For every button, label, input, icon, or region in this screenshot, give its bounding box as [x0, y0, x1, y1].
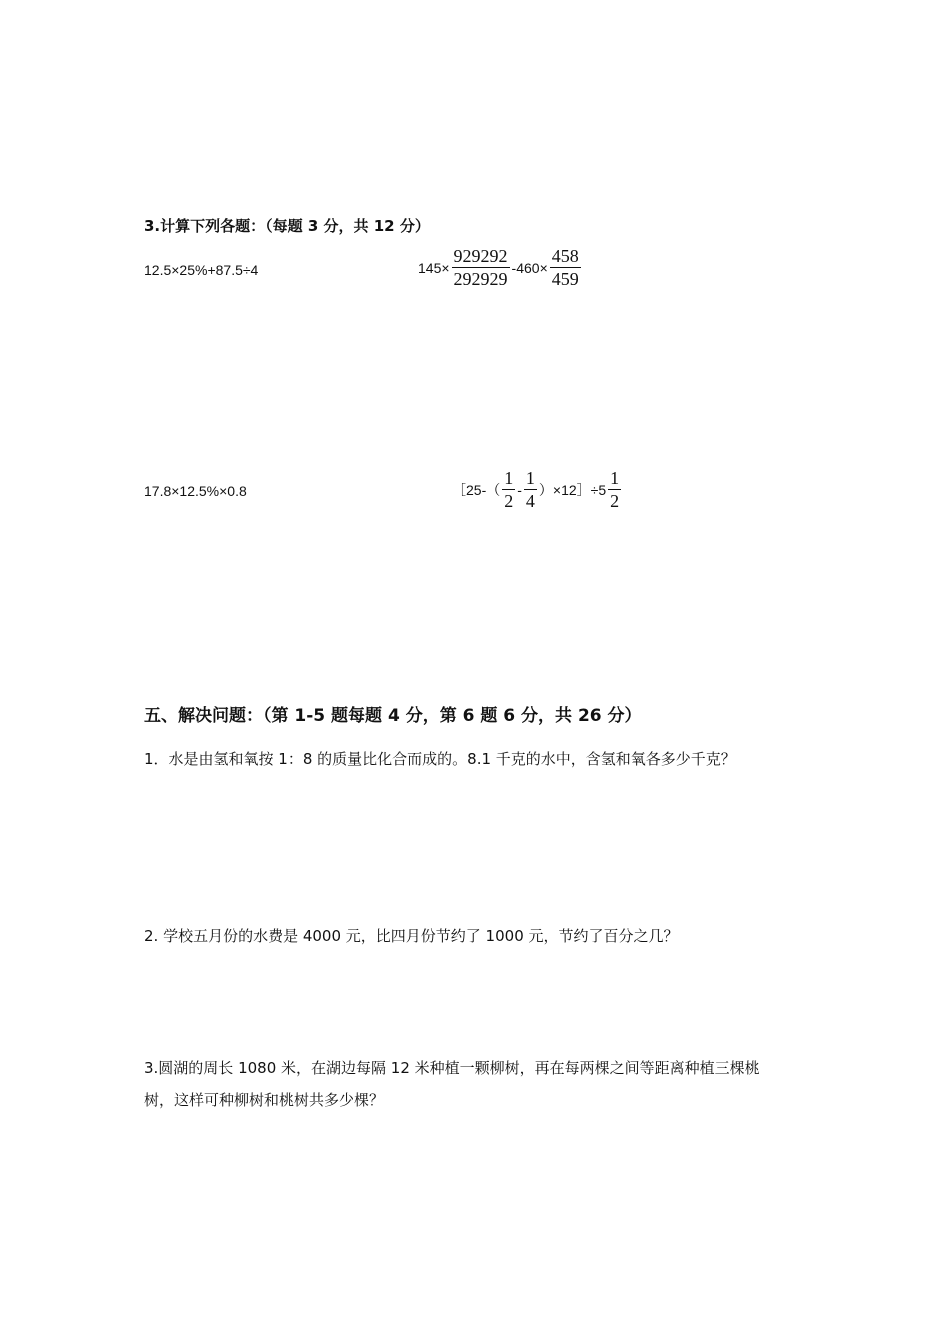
fraction-numerator: 929292: [453, 246, 508, 266]
fraction-numerator: 1: [610, 468, 620, 488]
expression-2-lead: 145×: [418, 259, 450, 276]
fraction-denominator: 4: [525, 491, 535, 511]
section-5-title: 五、解决问题：（第 1-5 题每题 4 分，第 6 题 6 分，共 26 分）: [144, 706, 642, 726]
expression-3: 17.8×12.5%×0.8: [144, 483, 247, 499]
fraction-denominator: 2: [504, 491, 514, 511]
fraction-458-459: [550, 245, 581, 290]
fraction-numerator: 1: [504, 468, 514, 488]
fraction-1-4: [524, 467, 537, 512]
question-3-line-2: 树，这样可种柳树和桃树共多少棵？: [144, 1091, 385, 1109]
section-3-title: 3.计算下列各题：（每题 3 分，共 12 分）: [144, 217, 430, 235]
question-2: 2. 学校五月份的水费是 4000 元，比四月份节约了 1000 元，节约了百分之几？: [144, 927, 679, 945]
fraction-numerator: 458: [551, 246, 579, 266]
question-1: 1．水是由氢和氧按 1：8 的质量比化合而成的。8.1 千克的水中，含氢和氧各多少千克？: [144, 750, 736, 768]
expression-4-lead: ［25-（: [452, 481, 501, 498]
fraction-numerator: 1: [525, 468, 535, 488]
fraction-denominator: 459: [551, 269, 579, 289]
expression-4-minus: -: [517, 481, 522, 498]
question-3-line-1: 3.圆湖的周长 1080 米，在湖边每隔 12 米种植一颗柳树，再在每两棵之间等距离种植三棵桃: [144, 1059, 760, 1077]
mixed-fraction-1-2: [608, 467, 621, 512]
expression-2-mid: -460×: [511, 259, 548, 276]
fraction-929292-292929: [452, 245, 510, 290]
fraction-denominator: 2: [610, 491, 620, 511]
expression-4-mid: ）×12］÷5: [538, 481, 607, 498]
fraction-1-2: [502, 467, 515, 512]
expression-4: [452, 467, 623, 512]
expression-1: 12.5×25%+87.5÷4: [144, 262, 259, 278]
expression-2: [418, 245, 583, 290]
fraction-denominator: 292929: [453, 269, 508, 289]
